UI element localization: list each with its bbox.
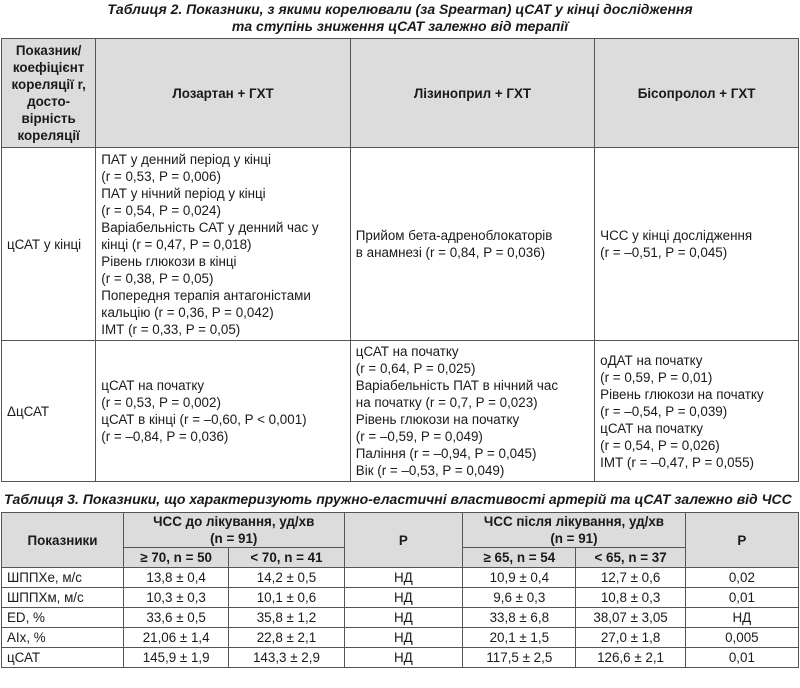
header-line: вірність (21, 111, 76, 126)
cell-line: цСАТ на початку (600, 420, 703, 436)
cell-line: на початку (r = 0,7, P = 0,023) (355, 395, 538, 410)
row-label: ШППХе, м/с (2, 568, 124, 588)
header-line: ЧСС до лікування, уд/хв (153, 514, 315, 529)
cell-value: 14,2 ± 0,5 (229, 568, 344, 588)
table-row (2, 148, 799, 341)
cell-line: кальцію (r = 0,36, P = 0,042) (101, 304, 274, 320)
subheader-lt65: < 65, n = 37 (576, 548, 685, 568)
cell-value: 117,5 ± 2,5 (463, 648, 576, 668)
cell-p: НД (344, 588, 463, 608)
cell-value: 21,06 ± 1,4 (123, 628, 228, 648)
table-row (2, 648, 799, 668)
cell-line: кінці (r = 0,47, P = 0,018) (101, 236, 252, 252)
table-row (2, 568, 799, 588)
table2-header-row (2, 39, 799, 148)
row-label: цСАТ (2, 648, 124, 668)
table-row (2, 341, 799, 482)
header-line: (n = 91) (210, 531, 258, 546)
cell-line: (r = 0,59, P = 0,01) (600, 369, 713, 385)
table3-header-hr-after (463, 513, 686, 548)
cell-value: 10,8 ± 0,3 (576, 588, 685, 608)
header-line: кореляції (17, 128, 80, 143)
table2-caption (0, 1, 800, 35)
cell-value: 12,7 ± 0,6 (576, 568, 685, 588)
table2-header-bisoprolol: Бісопролол + ГХТ (595, 39, 799, 148)
cell-value: 27,0 ± 1,8 (576, 628, 685, 648)
cell-losartan (96, 341, 351, 482)
table-row (2, 628, 799, 648)
row-label: AIx, % (2, 628, 124, 648)
header-line: Показник/ (15, 43, 82, 58)
cell-bisoprolol (595, 148, 799, 341)
cell-line: ПАТ у нічний період у кінці (101, 185, 266, 201)
cell-value: 22,8 ± 2,1 (229, 628, 344, 648)
cell-line: Рівень глюкози на початку (600, 386, 764, 402)
subheader-ge70: ≥ 70, n = 50 (123, 548, 228, 568)
cell-p: 0,02 (685, 568, 798, 588)
cell-line: (r = –0,59, P = 0,049) (355, 429, 483, 444)
header-line: кореляції (11, 77, 74, 92)
cell-value: 10,9 ± 0,4 (463, 568, 576, 588)
cell-value: 33,6 ± 0,5 (123, 608, 228, 628)
cell-p: 0,01 (685, 648, 798, 668)
cell-line: (r = 0,54, P = 0,026) (600, 437, 720, 453)
cell-value: 10,1 ± 0,6 (229, 588, 344, 608)
cell-p: НД (344, 568, 463, 588)
cell-line: Рівень глюкози на початку (355, 412, 520, 427)
cell-p: НД (344, 608, 463, 628)
cell-line: Варіабельність САТ у денний час у (101, 219, 319, 235)
row-label: ШППХм, м/с (2, 588, 124, 608)
cell-p: НД (344, 648, 463, 668)
cell-line: Попередня терапія антагоністами (101, 287, 311, 303)
cell-line: (r = 0,53, P = 0,006) (101, 168, 221, 184)
cell-line: ЧСС у кінці дослідження (600, 228, 753, 243)
table3-caption: Таблиця 3. Показники, що характеризують пружно-еластичні властивості артерій та цСАТ залежно від ЧСС (4, 491, 792, 507)
cell-p: 0,01 (685, 588, 798, 608)
cell-line: цСАТ на початку (101, 378, 205, 393)
cell-line: (r = 0,53, P = 0,002) (101, 395, 221, 410)
cell-line: Паління (r = –0,94, P = 0,045) (355, 446, 537, 461)
cell-line: в анамнезі (r = 0,84, P = 0,036) (355, 245, 546, 260)
cell-line: ПАТ у денний період у кінці (101, 151, 271, 167)
cell-p: НД (344, 628, 463, 648)
cell-value: 35,8 ± 1,2 (229, 608, 344, 628)
row-label: ΔцСАТ (2, 341, 96, 482)
cell-p: 0,005 (685, 628, 798, 648)
cell-value: 126,6 ± 2,1 (576, 648, 685, 668)
cell-line: (r = 0,38, P = 0,05) (101, 270, 214, 286)
cell-p: НД (685, 608, 798, 628)
cell-line: (r = –0,84, P = 0,036) (101, 429, 229, 444)
cell-value: 20,1 ± 1,5 (463, 628, 576, 648)
table2 (1, 38, 799, 482)
cell-line: ІМТ (r = 0,33, P = 0,05) (101, 321, 241, 337)
cell-line: Рівень глюкози в кінці (101, 253, 237, 269)
cell-line: (r = –0,54, P = 0,039) (600, 403, 728, 419)
subheader-lt70: < 70, n = 41 (229, 548, 344, 568)
cell-value: 143,3 ± 2,9 (229, 648, 344, 668)
cell-line: Вік (r = –0,53, P = 0,049) (355, 463, 505, 478)
cell-value: 145,9 ± 1,9 (123, 648, 228, 668)
cell-value: 38,07 ± 3,05 (576, 608, 685, 628)
cell-line: (r = 0,64, P = 0,025) (355, 361, 476, 376)
cell-value: 33,8 ± 6,8 (463, 608, 576, 628)
cell-lisinopril (350, 148, 594, 341)
table-row (2, 608, 799, 628)
cell-value: 9,6 ± 0,3 (463, 588, 576, 608)
cell-line: Прийом бета-адреноблокаторів (355, 228, 553, 243)
table3-header-hr-before (123, 513, 344, 548)
header-line: ЧСС після лікування, уд/хв (483, 514, 665, 529)
table3-header-row (2, 513, 799, 548)
cell-value: 13,8 ± 0,4 (123, 568, 228, 588)
cell-losartan (96, 148, 351, 341)
table3-header-p2: P (685, 513, 798, 568)
table2-header-indicator (2, 39, 96, 148)
cell-line: цСАТ в кінці (r = –0,60, P < 0,001) (101, 412, 307, 427)
table2-header-losartan: Лозартан + ГХТ (96, 39, 351, 148)
cell-line: оДАТ на початку (600, 352, 703, 368)
row-label: цСАТ у кінці (2, 148, 96, 341)
cell-bisoprolol (595, 341, 799, 482)
table3 (1, 512, 799, 668)
cell-line: ІМТ (r = –0,47, P = 0,055) (600, 454, 754, 470)
table3-header-p1: P (344, 513, 463, 568)
row-label: ED, % (2, 608, 124, 628)
table3-header-indicators: Показники (2, 513, 124, 568)
table2-header-lisinopril: Лізиноприл + ГХТ (350, 39, 594, 148)
cell-line: (r = –0,51, P = 0,045) (600, 245, 728, 260)
cell-value: 10,3 ± 0,3 (123, 588, 228, 608)
header-line: коефіцієнт (12, 60, 85, 75)
table-row (2, 588, 799, 608)
header-line: (n = 91) (550, 531, 598, 546)
header-line: r, досто- (27, 77, 86, 109)
cell-line: Варіабельність ПАТ в нічний час (355, 378, 559, 393)
cell-lisinopril (350, 341, 594, 482)
table2-caption-line1: Таблиця 2. Показники, з якими корелювали (за Spearman) цСАТ у кінці дослідження (107, 1, 693, 17)
table2-caption-line2: та ступінь зниження цСАТ залежно від терапії (231, 18, 569, 34)
cell-line: (r = 0,54, P = 0,024) (101, 202, 221, 218)
subheader-ge65: ≥ 65, n = 54 (463, 548, 576, 568)
cell-line: цСАТ на початку (355, 344, 459, 359)
